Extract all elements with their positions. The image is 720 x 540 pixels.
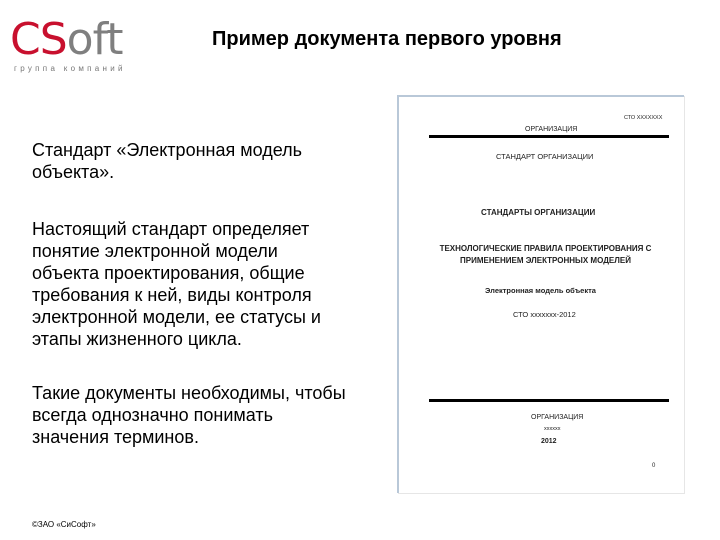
csoft-logo [10,14,130,76]
doc-heading: ТЕХНОЛОГИЧЕСКИЕ ПРАВИЛА ПРОЕКТИРОВАНИЯ С ПРИМЕНЕНИЕМ ЭЛЕКТРОННЫХ МОДЕЛЕЙ [439,244,652,265]
logo-cs-text: CS [10,14,67,65]
copyright: ©ЗАО «СиСофт» [32,520,96,529]
slide-title: Пример документа первого уровня [212,28,562,50]
paragraph-text: Настоящий стандарт определяет понятие электронной модели объекта проектирования, общие требования к ней, виды контроля электронной модели, ее статусы и этапы жизненного цикла. [32,219,321,349]
doc-rule-top [429,135,669,138]
paragraph-text: Стандарт «Электронная модель объекта». [32,140,302,182]
doc-organization: ОРГАНИЗАЦИЯ [525,126,578,133]
document-preview [397,95,684,493]
logo-oft-text: oft [66,14,123,65]
doc-page-number: 0 [652,463,656,469]
doc-year: 2012 [541,438,557,445]
body-paragraph-purpose [32,382,402,448]
doc-standard-org: СТАНДАРТ ОРГАНИЗАЦИИ [496,152,594,161]
doc-organization-footer-x: xxxxxx [544,426,561,432]
body-paragraph-description [32,218,402,350]
doc-rule-bottom [429,399,669,402]
logo-subtitle: группа компаний [14,64,126,73]
paragraph-text: Такие документы необходимы, чтобы всегда однозначно понимать значения терминов. [32,383,346,447]
doc-model-title: Электронная модель объекта [485,286,596,295]
doc-sto-number: СТО xxxxxxx-2012 [513,310,576,319]
doc-organization-footer: ОРГАНИЗАЦИЯ [531,414,584,421]
doc-standards-title: СТАНДАРТЫ ОРГАНИЗАЦИИ [481,208,596,217]
body-paragraph-standard [32,139,402,183]
doc-code: СТО XXXXXXX [624,115,663,121]
